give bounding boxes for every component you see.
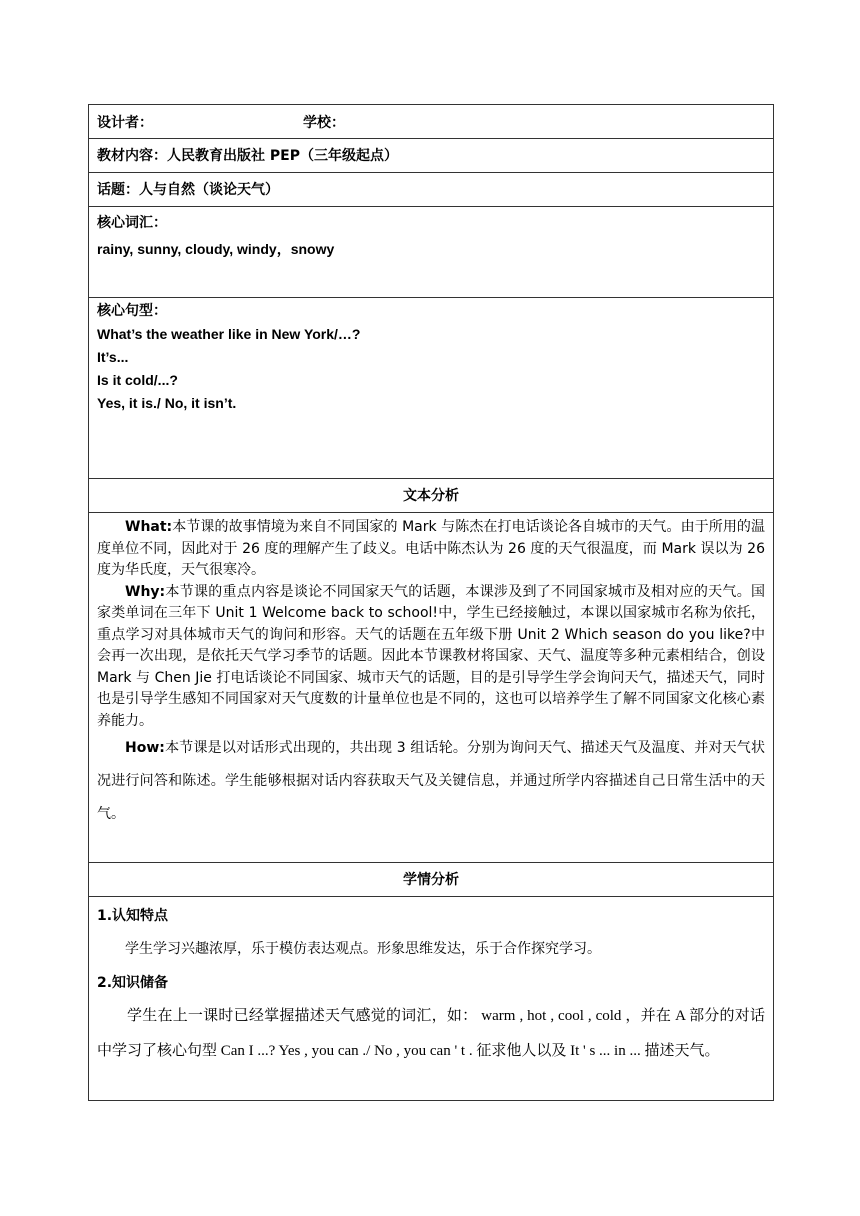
lesson-plan-table <box>88 104 774 1101</box>
text-analysis-title: 文本分析 <box>89 479 774 513</box>
student-analysis-cell <box>89 897 774 1101</box>
knowledge-paragraph: 学生在上一课时已经掌握描述天气感觉的词汇，如： warm , hot , cool , cold ，并在 A 部分的对话中学习了核心句型 Can I ...? Yes , you can ./ No , you can ' t . 征求他人以及 It ' s ... in ... 描述天气。 <box>97 1008 765 1059</box>
what-text: 本节课的故事情境为来自不同国家的 Mark 与陈杰在打电话谈论各自城市的天气。由于所用的温度单位不同，因此对于 26 度的理解产生了歧义。电话中陈杰认为 26 度的天气很温度，而 Mark 误以为 26 度为华氏度，天气很寒冷。 <box>97 519 765 578</box>
how-paragraph <box>97 732 765 831</box>
why-text: 本节课的重点内容是谈论不同国家天气的话题，本课涉及到了不同国家城市及相对应的天气。国家类单词在三年下 Unit 1 Welcome back to school!中，学生已经接触过，本课以国家城市名称为依托，重点学习对具体城市天气的询问和形容。天气的话题在五年级下册 Unit 2 Which season do you like?中会再一次出现，是依托天气学习季节的话题。因此本节课教材将国家、天气、温度等多种元素相结合，创设 Mark 与 Chen Jie 打电话谈论不同国家、城市天气的话题，目的是引导学生学会询问天气，描述天气，同时也是引导学生感知不同国家对天气度数的计量单位也是不同的，这也可以培养学生了解不同国家文化核心素养能力。 <box>97 583 765 729</box>
how-text: 本节课是以对话形式出现的，共出现 3 组话轮。分别为询问天气、描述天气及温度、并对天气状况进行问答和陈述。学生能够根据对话内容获取天气及关键信息，并通过所学内容描述自己日常生活中的天气。 <box>97 740 765 822</box>
vocab-words: rainy, sunny, cloudy, windy，snowy <box>97 241 335 257</box>
what-paragraph <box>97 517 765 582</box>
sentence-line: Is it cold/...? <box>97 372 178 388</box>
sentence-line: Yes, it is./ No, it isn’t. <box>97 395 237 411</box>
student-analysis-title: 学情分析 <box>89 863 774 897</box>
how-label: How: <box>125 740 165 756</box>
sentence-line: It’s... <box>97 349 129 365</box>
school-label: 学校： <box>303 115 345 131</box>
sentences-cell <box>89 298 774 479</box>
sentence-line: What’s the weather like in New York/…? <box>97 326 361 342</box>
why-paragraph <box>97 582 765 733</box>
text-analysis-cell <box>89 513 774 863</box>
cognition-paragraph: 学生学习兴趣浓厚，乐于模仿表达观点。形象思维发达，乐于合作探究学习。 <box>125 941 601 957</box>
what-label: What: <box>125 519 173 535</box>
section-heading-knowledge: 2.知识储备 <box>97 975 169 991</box>
sentences-label: 核心句型： <box>97 303 167 319</box>
why-label: Why: <box>125 583 166 600</box>
section-heading-cognition: 1.认知特点 <box>97 908 169 924</box>
header-row <box>89 105 774 139</box>
textbook-cell: 教材内容：人民教育出版社 PEP（三年级起点） <box>89 139 774 173</box>
topic-cell: 话题：人与自然（谈论天气） <box>89 173 774 207</box>
header-cell <box>89 105 774 139</box>
vocab-cell <box>89 207 774 298</box>
designer-label: 设计者： <box>97 115 153 131</box>
vocab-label: 核心词汇： <box>97 215 167 231</box>
